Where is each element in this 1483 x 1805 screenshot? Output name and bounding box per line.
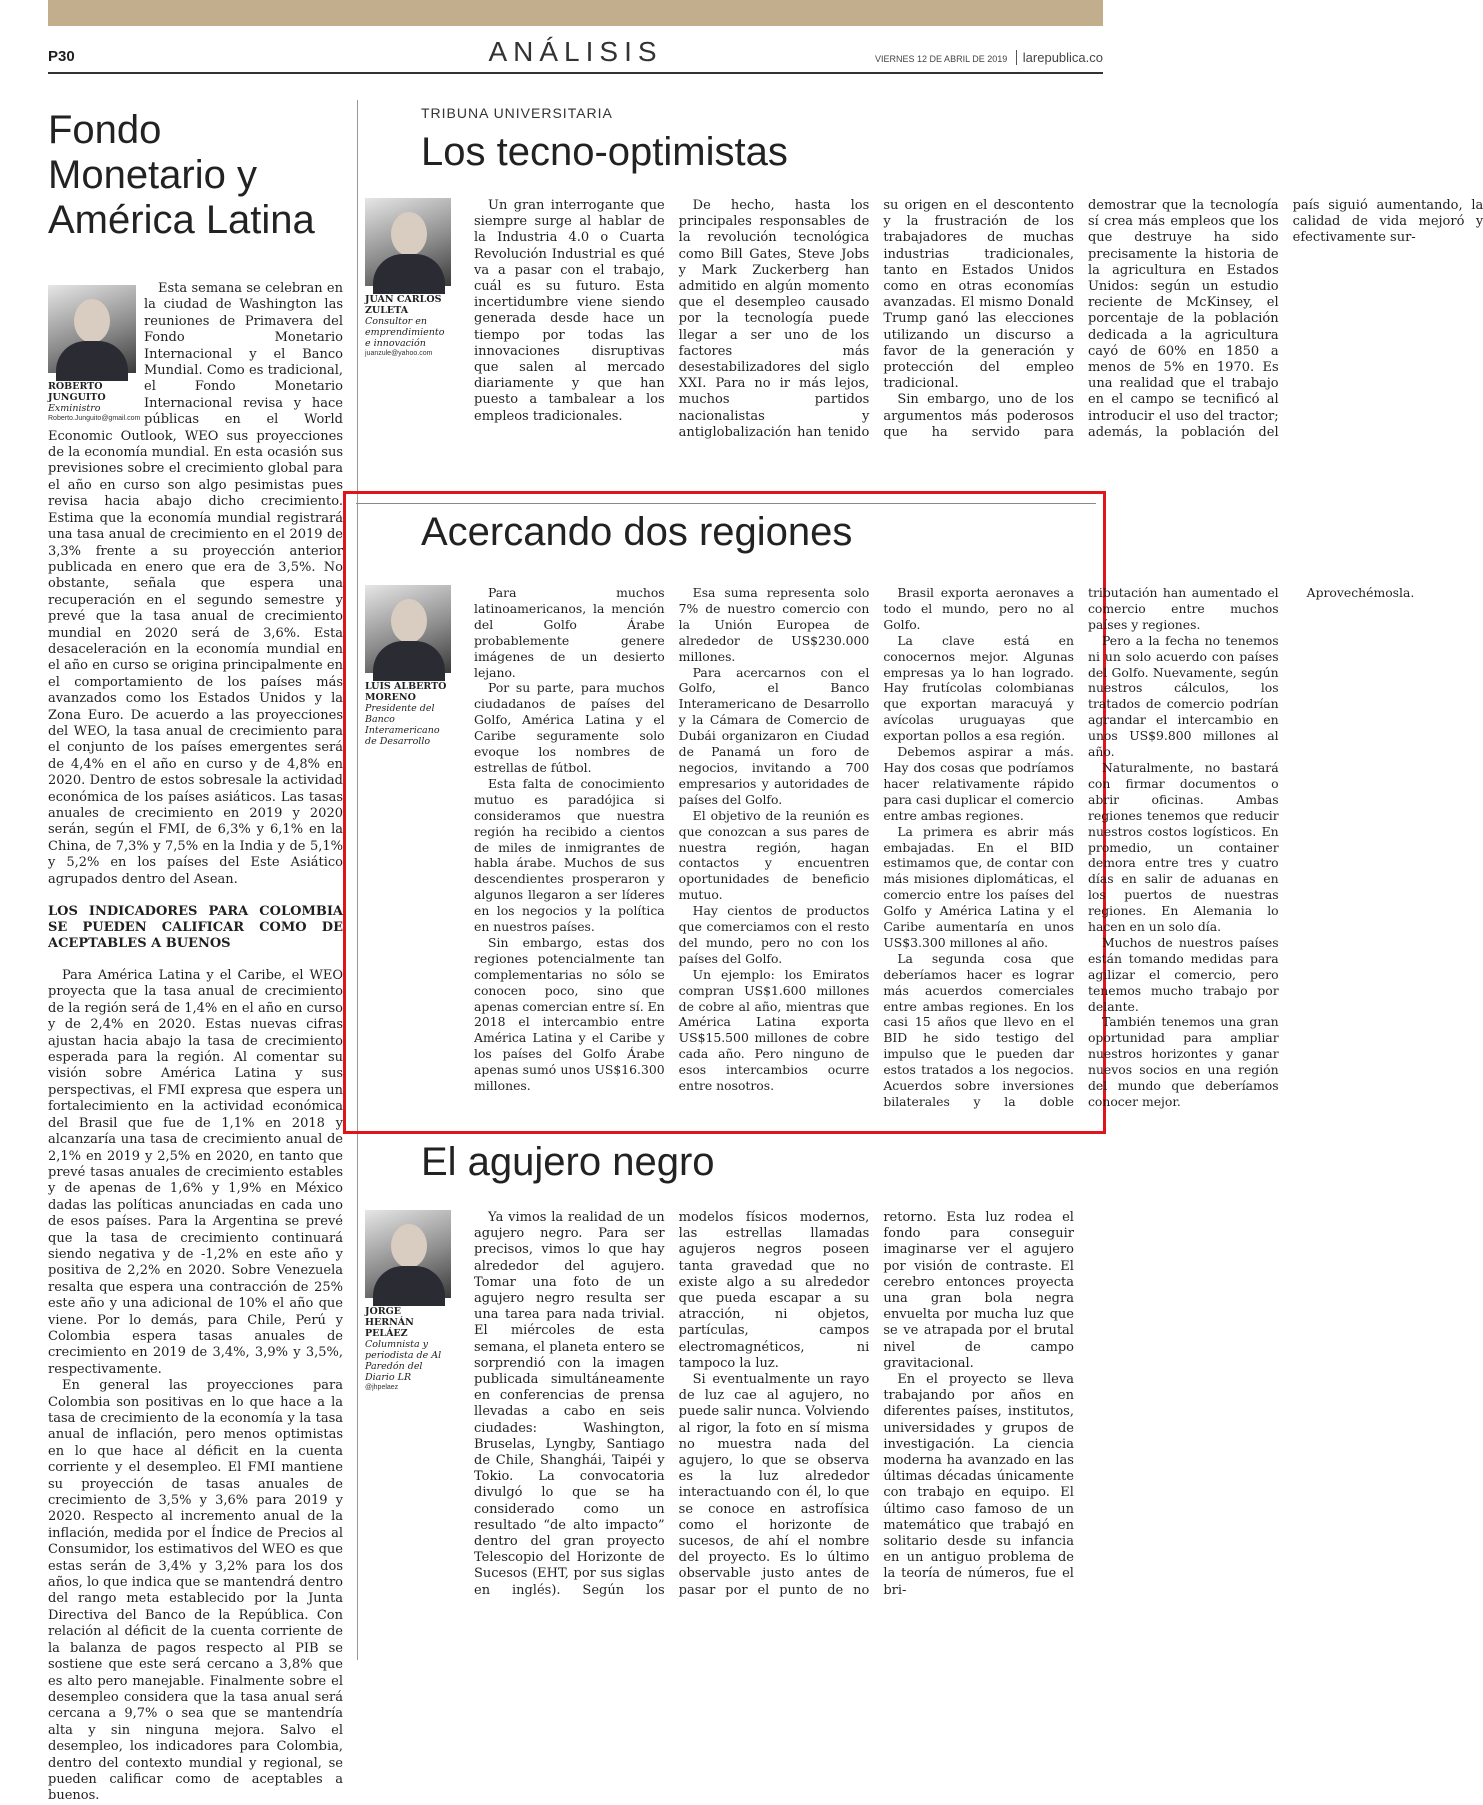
left-article-title: Fondo Monetario y América Latina: [48, 108, 315, 242]
rule-line: [356, 503, 1096, 504]
site-name: larepublica.co: [1016, 50, 1103, 65]
page-number: P30: [48, 48, 75, 65]
paragraph: Naturalmente, no bastará con firmar documentos o abrir oficinas. Ambas regiones tenemos que reducir nuestros costos logísticos. En promedio, un container demora entre tres y cuatro días en salir de aduanas en los puertos de nuestras regiones. En Alemania lo hacen en un solo día.: [1087, 759, 1279, 935]
author-email: Roberto.Junguito@gmail.com: [48, 415, 141, 422]
article-body: [474, 198, 1483, 442]
paragraph: Para América Latina y el Caribe, el WEO proyecta que la tasa anual de crecimiento de la región será de 1,4% en el año en curso y de 2,4% en 2020. Estas nuevas cifras ajustan hacia abajo la tasa de crecimiento esperada para la región. Al comentar su visión sobre América Latina y sus perspectivas, el FMI expresa que espera un fortalecimiento en la actividad económica del Brasil que fue de 1,1% en 2018 y alcanzaría una tasa de crecimiento anual de 2,1% en 2019 y 2,5% en 2020, en tanto que prevé tasas anuales de crecimiento estables y de apenas de 1,6% y 1,9% en México dadas las políticas anunciadas en cada uno de esos países. Para la Argentina se prevé que la tasa de crecimiento continuará siendo negativa y de -1,2% en este año y positiva de 2,2% en 2020. Sobre Venezuela resalta que espera una contracción de 25% este año y una adicional de 10% el año que viene. Por lo demás, para Chile, Perú y Colombia espera tasas anuales de crecimiento en 2019 de 3,4%, 3,9% y 3,5%, respectivamente.: [48, 968, 343, 1377]
top-color-bar: [48, 0, 1103, 26]
paragraph: Ya vimos la realidad de un agujero negro. Para ser precisos, vimos lo que hay alrededor del agujero. Tomar una foto de un agujero negro resulta ser una tarea para nada trivial. El miércoles de esta semana, el planeta entero se sorprendió con la imagen publicada simultáneamente en conferencias de prensa llevadas a cabo en seis ciudades: Washington, Bruselas, Lyngby, Santiago de Chile, Shanghái, Taipéi y Tokio. La convocatoria divulgó lo que se ha considerado como un resultado “de alto impacto” dentro del gran proyecto Telescopio del Horizonte de Sucesos (EHT, por sus siglas en inglés). Según los modelos físicos modernos, las estrellas llamadas agujeros negros poseen tanta gravedad que no existe algo a su alrededor que pueda escapar a su atracción, ni objetos, partículas, campos electromagnéticos, ni tampoco la luz.: [474, 1210, 870, 1598]
paragraph: Para muchos latinoamericanos, la mención del Golfo Árabe probablemente genere imágenes de un desierto lejano.: [474, 585, 665, 680]
article-kicker: TRIBUNA UNIVERSITARIA: [421, 105, 613, 121]
author-photo: [365, 585, 451, 673]
intro-paragraph: Esta semana se celebran en la ciudad de Washington las reuniones de Primavera del Fondo Monetario Internacional y el Banco Mundial. Como es tradicional, el Fondo Monetario Internacional revisa y hace públicas en el World Economic Outlook, WEO sus proyecciones de la economía mundial. En esta ocasión sus previsiones sobre el crecimiento global para el año en curso son algo pesimistas pues revisa hacia abajo dicho crecimiento. Estima que la economía mundial registrará una tasa anual de crecimiento en el 2019 de 3,3% frente a su proyección anterior publicada en enero que era de 3,5%. No obstante, señala que espera una recuperación en el segundo semestre y prevé que la tasa anual de crecimiento mundial en 2020 será de 3,6%. Esta desaceleración en la economía mundial en el año en curso se origina principalmente en el comportamiento de los países más avanzados como los Estados Unidos y la Zona Euro. De acuerdo a las proyecciones del WEO, la tasa anual de crecimiento para el conjunto de los países emergentes será de 4,4% en el año en curso y de 4,8% en 2020. Dentro de estos sobresale la actividad económica de los países asiáticos. Las tasas anuales de crecimiento en 2019 y 2020 serán, según el FMI, de 6,3% y 6,1% en la China, de 7,3% y 7,5% en la India y de 5,1% y 5,2% en los países del Este Asiático agrupados dentro del Asean.: [48, 281, 343, 887]
page-header: [48, 26, 1103, 74]
author-card-junguito: [48, 285, 141, 424]
author-handle: @jhpelaez: [365, 1384, 399, 1391]
paragraph: De hecho, hasta los principales responsables de la revolución tecnológica como Bill Gates, Steve Jobs y Mark Zuckerberg han admitido en algún momento que el desempleo causado por la tecnología puede llegar a ser uno de los factores más desestabilizadores del siglo XXI. Para no ir más lejos, muchos partidos nacionalistas y antiglobalización han tenido su origen en el descontento y la frustración de los trabajadores de muchas industrias tradicionales, tanto en Estados Unidos como en otras economías avanzadas. El mismo Donald Trump ganó las elecciones utilizando un discurso a favor de la generación y protección del empleo tradicional.: [678, 198, 1074, 440]
author-email: juanzule@yahoo.com: [365, 350, 433, 357]
author-card-pelaez: [365, 1210, 451, 1393]
author-card-moreno: [365, 585, 451, 747]
paragraph: Aprovechémosla.: [1306, 585, 1415, 600]
author-name: JUAN CARLOS ZULETA: [365, 294, 442, 316]
paragraph: Sin embargo, estas dos regiones potencialmente tan complementarias no sólo se conocen poco, sino que apenas comercian entre sí. En 2018 el intercambio entre América Latina y el Caribe y los países del Golfo Árabe apenas sumó unos US$16.300 millones.: [474, 934, 665, 1094]
author-role: Columnista y periodista de Al Paredón del Diario LR: [365, 1339, 442, 1383]
paragraph: Muchos de nuestros países están tomando medidas para agilizar el comercio, pero tenemos mucho trabajo por delante.: [1087, 934, 1279, 1014]
author-photo: [365, 1210, 451, 1298]
paragraph: Sin embargo, uno de los argumentos más poderosos que ha servido para demostrar que la tecnología sí crea más empleos que los que destruye ha sido precisamente la historia de la agricultura en Estados Unidos: según un estudio reciente de McKinsey, el porcentaje de la población dedicada a la agricultura cayó de 60% en 1850 a menos de 5% en 1970. Es una realidad que el trabajo en el campo se tecnificó al introducir el uso del tractor; además, la población del país siguió aumentando, la calidad de vida mejoró y efectivamente sur-: [883, 198, 1483, 440]
article-regiones: [365, 510, 1415, 1125]
article-body: [474, 1210, 1074, 1650]
article-agujero: [365, 1140, 1075, 1660]
paragraph: Hay cientos de productos que comerciamos con el resto del mundo, pero no con los países del Golfo.: [678, 903, 870, 966]
paragraph: Esta falta de conocimiento mutuo es paradójica si consideramos que nuestra región ha recibido a cientos de miles de inmigrantes de habla árabe. Muchos de sus descendientes prosperaron y algunos llegaron a ser líderes en los negocios y la política en nuestros países.: [474, 775, 665, 935]
author-role: Exministro: [48, 403, 101, 414]
paragraph: Un ejemplo: los Emiratos compran US$1.600 millones de cobre al año, mientras que América Latina exporta US$15.500 millones de cobre cada año. Pero ninguno de esos intercambios ocurre entre nosotros.: [678, 966, 870, 1094]
paragraph: Para acercarnos con el Golfo, el Banco Interamericano de Desarrollo y la Cámara de Comercio de Dubái organizaron en Ciudad de Panamá un foro de negocios, invitando a 700 empresarios y autoridades de países del Golfo.: [678, 664, 870, 807]
article-title: El agujero negro: [421, 1140, 715, 1184]
author-role: Consultor en emprendimiento e innovación: [365, 316, 445, 349]
paragraph: En general las proyecciones para Colombia son positivas en lo que hace a la tasa de crecimiento de la economía y la tasa anual de inflación, pero menos optimistas en lo que hace al déficit en la cuenta corriente y el desempleo. El FMI mantiene su proyección de tasas anuales de crecimiento de 3,5% y 3,6% para 2019 y 2020. Respecto al incremento anual de la inflación, medida por el Índice de Precios al Consumidor, los estimativos del WEO es que estas serán de 3,4% y 3,2% para los dos años, lo que indica que se mantendrá dentro del rango meta establecido por la Junta Directiva del Banco de la República. Con relación al déficit de la cuenta corriente de la balanza de pagos respecto al PIB se sostiene que este será cercano a 3,8% que es alto pero manejable. Finalmente sobre el desempleo considera que la tasa anual será cercana a 9,7% o sea que se mantendría alta y sin ninguna mejora. Salvo el desempleo, los indicadores para Colombia, dentro del contexto mundial y regional, se pueden calificar como de aceptables a buenos.: [48, 1378, 343, 1804]
article-body: [474, 585, 1415, 1123]
article-title: Los tecno-optimistas: [421, 130, 788, 174]
paragraph: Por su parte, para muchos ciudadanos de países del Golfo, América Latina y el Caribe seguramente solo evoque los nombres de estrellas de fútbol.: [474, 680, 665, 775]
section-title: ANÁLISIS: [488, 36, 663, 67]
article-title: Acercando dos regiones: [421, 510, 853, 554]
issue-date: VIERNES 12 DE ABRIL DE 2019: [875, 54, 1008, 64]
left-article-body: [48, 281, 343, 1805]
paragraph: Brasil exporta aeronaves a todo el mundo, pero no al Golfo.: [883, 585, 1074, 632]
paragraph: La segunda cosa que deberíamos hacer es lograr más acuerdos comerciales entre ambas regiones. En los casi 15 años que llevo en el BID he sido testigo del impulso que le pueden dar estos tratados a los negocios. Acuerdos sobre inversiones bilaterales y la doble tributación han aumentado el comercio entre muchos países y regiones.: [883, 585, 1279, 1109]
author-role: Presidente del Banco Interamericano de Desarrollo: [365, 703, 440, 747]
article-tecno: [365, 100, 1483, 445]
left-article: [48, 108, 343, 1805]
paragraph: También tenemos una gran oportunidad para ampliar nuestros horizontes y ganar nuevos socios en una región del mundo que deberíamos conocer mejor.: [1087, 1014, 1279, 1109]
paragraph: Debemos aspirar a más. Hay dos cosas que podríamos hacer relativamente rápido para casi duplicar el comercio entre ambas regiones.: [883, 744, 1074, 823]
paragraph: Esa suma representa solo 7% de nuestro comercio con la Unión Europea de alrededor de US$230.000 millones.: [678, 585, 870, 664]
author-photo: [365, 198, 451, 286]
author-name: ROBERTO JUNGUITO: [48, 381, 106, 403]
author-card-zuleta: [365, 198, 451, 359]
paragraph: La primera es abrir más embajadas. En el BID estimamos que, de contar con más misiones diplomáticas, el comercio entre los países del Golfo y América Latina y el Caribe aumentaría en unos US$3.300 millones al año.: [883, 823, 1074, 950]
author-name: JORGE HERNÁN PELÁEZ: [365, 1306, 414, 1339]
paragraph: Si eventualmente un rayo de luz cae al agujero, no puede salir nunca. Volviendo al rigor, la foto en sí misma no muestra nada del agujero, lo que se observa es la luz alrededor interactuando con él, lo que se conoce en astrofísica como el horizonte de sucesos, de ahí el nombre del proyecto. Es lo último observable justo antes de pasar por el punto de no retorno. Esta luz rodea el fondo para conseguir imaginarse ver el agujero por visión de contraste. El cerebro entonces proyecta una gran bola negra envuelta por mucha luz que se ve atrapada por el brutal nivel de campo gravitacional.: [678, 1210, 1074, 1598]
paragraph: Un gran interrogante que siempre surge al hablar de la Industria 4.0 o Cuarta Revolución Industrial es qué va a pasar con el trabajo, cuál es su futuro. Esta incertidumbre viene siendo generada desde hace un tiempo por todas las innovaciones disruptivas que salen al mercado diariamente y que han puesto a tambalear a los empleos tradicionales.: [474, 198, 665, 424]
paragraph: La clave está en conocernos mejor. Algunas empresas ya lo han logrado. Hay frutícolas colombianas que exportan maracuyá y avícolas uruguayas que exportan pollos a esa región.: [883, 632, 1074, 744]
paragraph: Pero a la fecha no tenemos ni un solo acuerdo con países del Golfo. Nuevamente, según nuestros cálculos, los tratados de comercio podrían agrandar el intercambio en unos US$9.800 millones al año.: [1087, 632, 1279, 760]
author-photo: [48, 285, 136, 373]
left-article-subhead: LOS INDICADORES PARA COLOMBIA SE PUEDEN CALIFICAR COMO DE ACEPTABLES A BUENOS: [48, 904, 343, 952]
dateline: [875, 50, 1103, 65]
author-name: LUIS ALBERTO MORENO: [365, 681, 447, 703]
paragraph: El objetivo de la reunión es que conozcan a sus pares de nuestra región, hagan contactos y encuentren oportunidades de beneficio mutuo.: [678, 807, 870, 903]
paragraph: En el proyecto se lleva trabajando por años en diferentes países, institutos, universidades y grupos de investigación. La ciencia moderna ha avanzado en las últimas décadas únicamente con trabajo en equipo. El último caso famoso de un matemático que trabajó en solitario desde su infancia en un antiguo problema de la teoría de números, fue el bri-: [883, 1372, 1074, 1598]
